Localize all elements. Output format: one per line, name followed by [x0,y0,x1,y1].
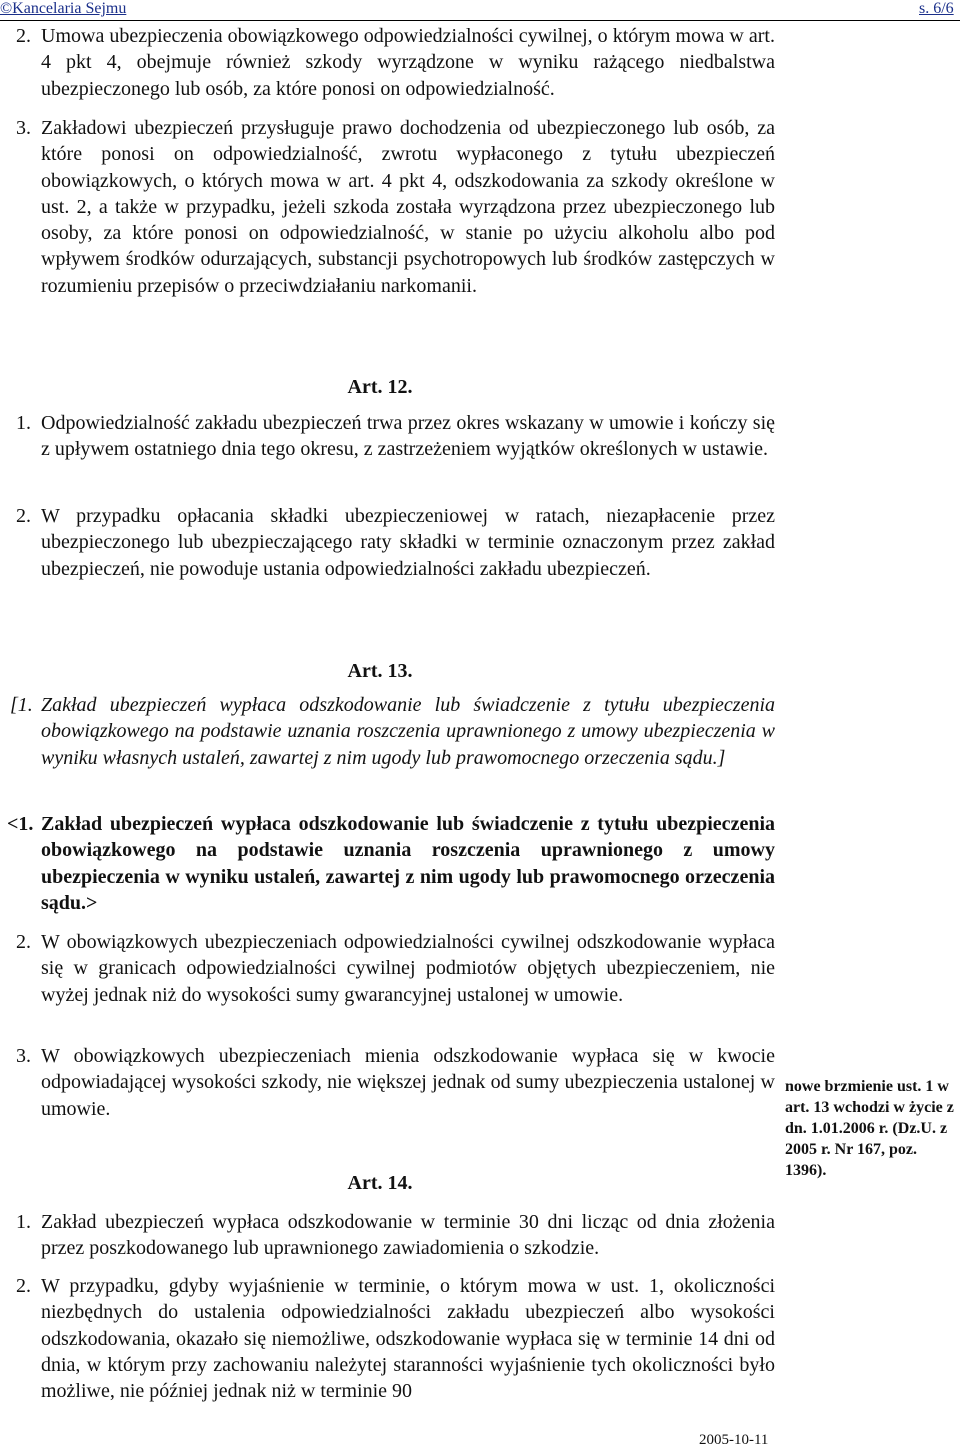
art14-paragraph-1: Zakład ubezpieczeń wypłaca odszkodowanie w terminie 30 dni licząc od dnia złożenia przez poszkodowanego lub uprawnionego zawiadomienia o szkodzie. [41,1211,775,1260]
paragraph-number: 1. [16,1211,31,1233]
paragraph-number: 3. [16,1045,31,1067]
footer-date: 2005-10-11 [699,1432,769,1448]
page-header [0,0,960,21]
art12-paragraph-1: Odpowiedzialność zakładu ubezpieczeń trwa przez okres wskazany w umowie i kończy się z upływem ostatniego dnia tego okresu, z zastrzeżeniem wyjątków określonych w ustawie. [41,412,775,461]
article-14-heading: Art. 14. [347,1172,413,1194]
art13-paragraph-3: W obowiązkowych ubezpieczeniach mienia odszkodowanie wypłaca się w kwocie odpowiadającej wysokości szkody, nie większej jednak od sumy ubezpieczenia ustalonej w umowie. [41,1045,775,1120]
amendment-note: nowe brzmienie ust. 1 w art. 13 wchodzi w życie z dn. 1.01.2006 r. (Dz.U. z 2005 r. Nr 167, poz. 1396). [785,1078,954,1179]
article-13-heading: Art. 13. [347,660,413,682]
art13-paragraph-1-new: Zakład ubezpieczeń wypłaca odszkodowanie lub świadczenie z tytułu ubezpieczenia obowiązkowego na podstawie uznania roszczenia uprawnionego z umowy ubezpieczenia w wyniku ustaleń, zawartej z nim ugody lub prawomocnego orzeczenia sądu.> [41,813,775,914]
art14-paragraph-2: W przypadku, gdyby wyjaśnienie w terminie, o którym mowa w ust. 1, okoliczności niezbędnych do ustalenia odpowiedzialności zakładu ubezpieczeń albo wysokości odszkodowania, okazało się niemożliwe, odszkodowanie wypłaca się w terminie 14 dni od dnia, w którym przy zachowaniu należytej staranności wyjaśnienie tych okoliczności było możliwe, nie później jednak niż w terminie 90 [41,1275,775,1403]
paragraph-number: 3. [16,117,31,139]
art13-paragraph-1-old: Zakład ubezpieczeń wypłaca odszkodowanie lub świadczenie z tytułu ubezpieczenia obowiązkowego na podstawie uznania roszczenia uprawnionego z umowy ubezpieczenia w wyniku własnych ustaleń, zawartej z nim ugody lub prawomocnego orzeczenia sądu.] [41,694,775,769]
paragraph-number: [1. [10,694,33,716]
paragraph-3: Zakładowi ubezpieczeń przysługuje prawo dochodzenia od ubezpieczonego lub osób, za które ponosi on odpowiedzialność, zwrotu wypłaconego z tytułu ubezpieczeń obowiązkowych, o których mowa w art. 4 pkt 4, odszkodowania za szkody określone w ust. 2, a także w przypadku, jeżeli szkoda została wyrządzona przez ubezpieczonego lub osoby, za które ponosi on odpowiedzialność, w stanie po użyciu alkoholu albo pod wpływem środków odurzających, substancji psychotropowych lub środków zastępczych w rozumieniu przepisów o przeciwdziałaniu narkomanii. [41,117,775,297]
paragraph-number: <1. [7,813,34,835]
article-12-heading: Art. 12. [347,376,413,398]
paragraph-number: 2. [16,25,31,47]
art13-paragraph-2: W obowiązkowych ubezpieczeniach odpowiedzialności cywilnej odszkodowanie wypłaca się w granicach odpowiedzialności cywilnej podmiotów objętych ubezpieczeniem, nie wyżej jednak niż do wysokości sumy gwarancyjnej ustalonej w umowie. [41,931,775,1006]
paragraph-2: Umowa ubezpieczenia obowiązkowego odpowiedzialności cywilnej, o którym mowa w art. 4 pkt 4, obejmuje również szkody wyrządzone w wyniku rażącego niedbalstwa ubezpieczonego lub osób, za które ponosi on odpowiedzialność. [41,25,775,100]
source-link[interactable]: ©Kancelaria Sejmu [0,0,127,17]
paragraph-number: 2. [16,931,31,953]
art12-paragraph-2: W przypadku opłacania składki ubezpieczeniowej w ratach, niezapłacenie przez ubezpieczonego lub ubezpieczającego raty składki w terminie oznaczonym przez zakład ubezpieczeń, nie powoduje ustania odpowiedzialności zakładu ubezpieczeń. [41,505,775,580]
page-number-link[interactable]: s. 6/6 [919,0,954,17]
paragraph-number: 2. [16,1275,31,1297]
paragraph-number: 1. [16,412,31,434]
paragraph-number: 2. [16,505,31,527]
